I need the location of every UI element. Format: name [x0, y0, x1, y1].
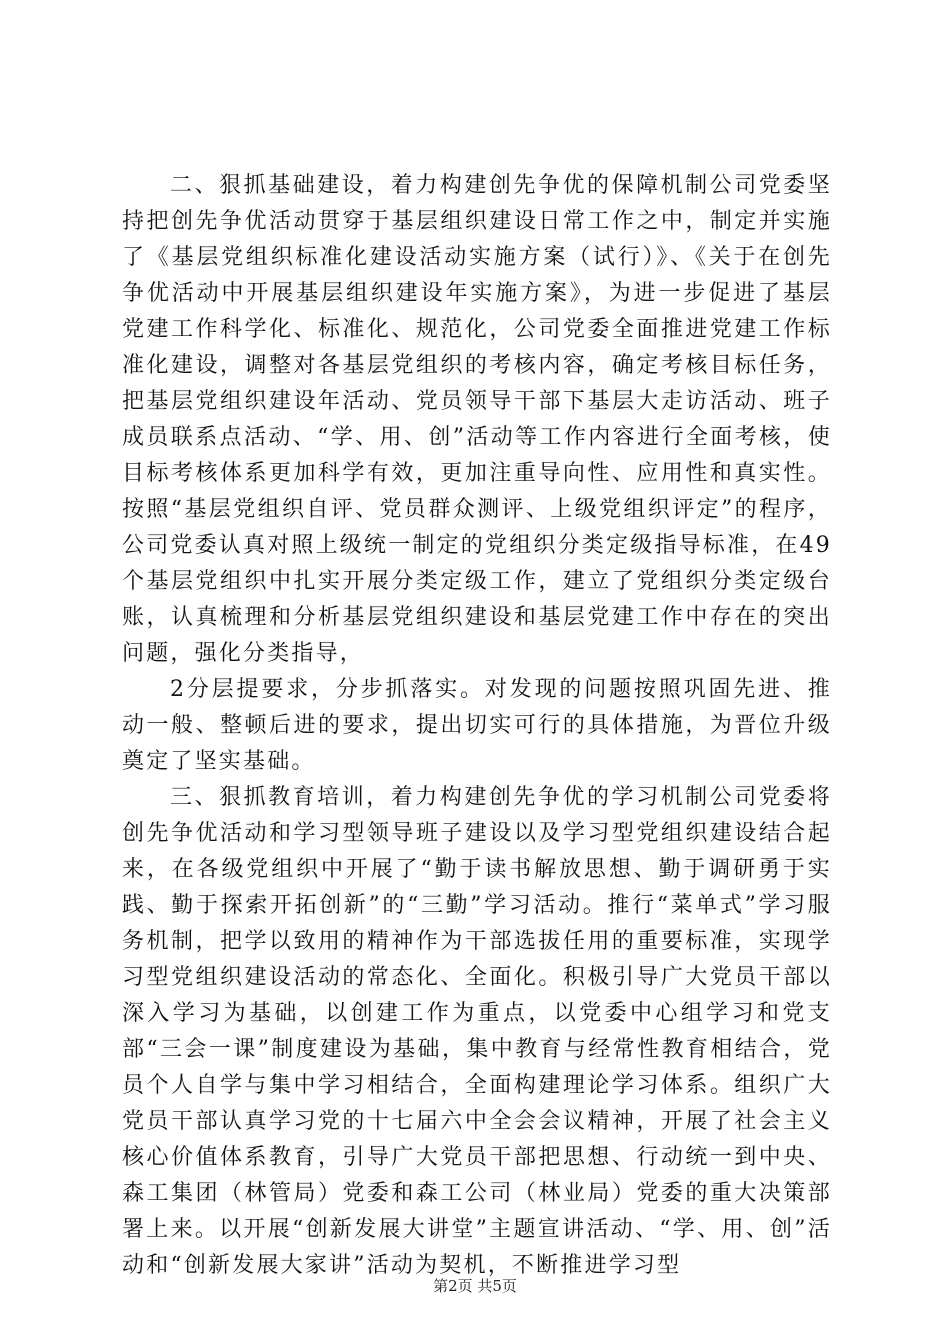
document-body: [122, 168, 832, 1284]
paragraph-section-two: 二、狠抓基础建设，着力构建创先争优的保障机制公司党委坚持把创先争优活动贯穿于基层组织建设日常工作之中，制定并实施了《基层党组织标准化建设活动实施方案（试行）》、《关于在创先争优活动中开展基层组织建设年实施方案》，为进一步促进了基层党建工作科学化、标准化、规范化，公司党委全面推进党建工作标准化建设，调整对各基层党组织的考核内容，确定考核目标任务，把基层党组织建设年活动、党员领导干部下基层大走访活动、班子成员联系点活动、“学、用、创”活动等工作内容进行全面考核，使目标考核体系更加科学有效，更加注重导向性、应用性和真实性。按照“基层党组织自评、党员群众测评、上级党组织评定”的程序，公司党委认真对照上级统一制定的党组织分类定级指导标准，在49个基层党组织中扎实开展分类定级工作，建立了党组织分类定级台账，认真梳理和分析基层党组织建设和基层党建工作中存在的突出问题，强化分类指导，: [122, 173, 832, 666]
paragraph-section-three: 三、狠抓教育培训，着力构建创先争优的学习机制公司党委将创先争优活动和学习型领导班子建设以及学习型党组织建设结合起来，在各级党组织中开展了“勤于读书解放思想、勤于调研勇于实践、勤于探索开拓创新”的“三勤”学习活动。推行“菜单式”学习服务机制，把学以致用的精神作为干部选拔任用的重要标准，实现学习型党组织建设活动的常态化、全面化。积极引导广大党员干部以深入学习为基础，以创建工作为重点，以党委中心组学习和党支部“三会一课”制度建设为基础，集中教育与经常性教育相结合，党员个人自学与集中学习相结合，全面构建理论学习体系。组织广大党员干部认真学习党的十七届六中全会会议精神，开展了社会主义核心价值体系教育，引导广大党员干部把思想、行动统一到中央、森工集团（林管局）党委和森工公司（林业局）党委的重大决策部署上来。以开展“创新发展大讲堂”主题宣讲活动、“学、用、创”活动和“创新发展大家讲”活动为契机，不断推进学习型: [122, 785, 832, 1278]
paragraph-tiered-requirements: 2分层提要求，分步抓落实。对发现的问题按照巩固先进、推动一般、整顿后进的要求，提出切实可行的具体措施，为晋位升级奠定了坚实基础。: [122, 677, 832, 774]
page-number-footer: 第2页 共5页: [433, 1277, 517, 1295]
